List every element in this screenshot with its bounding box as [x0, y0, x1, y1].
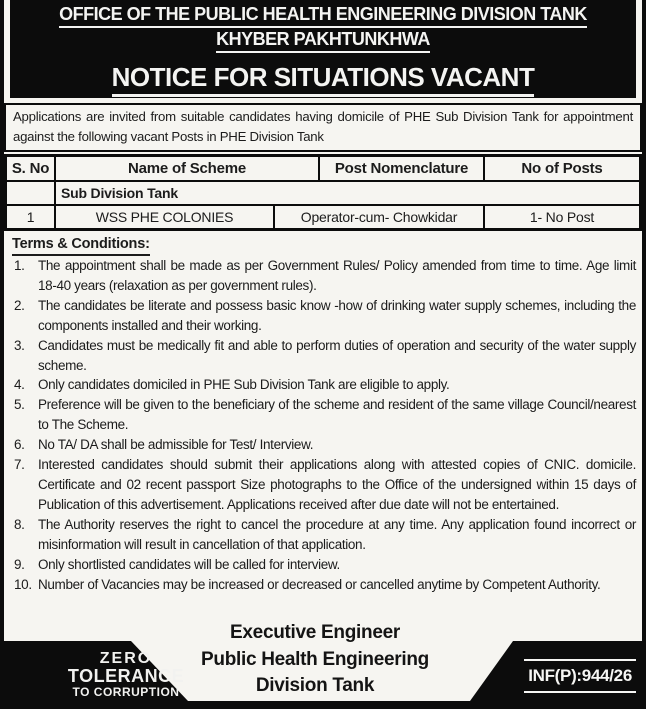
- term-number: 2.: [14, 297, 25, 313]
- terms-section: [4, 231, 642, 594]
- cell-scheme: WSS PHE COLONIES: [56, 206, 275, 228]
- term-item-10: [12, 575, 636, 595]
- terms-heading-text: Terms & Conditions:: [12, 234, 150, 256]
- advert-footer: [0, 620, 646, 709]
- notice-title: NOTICE FOR SITUATIONS VACANT: [112, 62, 535, 97]
- vacancy-table: [4, 154, 642, 231]
- cell-posts: 1- No Post: [529, 209, 595, 225]
- term-text: Only shortlisted candidates will be called for interview.: [38, 556, 340, 572]
- col-header-sno: S. No: [7, 157, 56, 180]
- term-text: Only candidates domiciled in PHE Sub Division Tank are eligible to apply.: [38, 377, 450, 393]
- term-item-1: [12, 256, 636, 296]
- term-number: 3.: [14, 337, 25, 353]
- intro-paragraph: Applications are invited from suitable candidates having domicile of PHE Sub Division Tank for appointment against the following vacant Posts in PHE Division Tank: [4, 103, 642, 152]
- office-title-line1: [10, 3, 636, 28]
- advert-header: [10, 0, 636, 98]
- signature-line-1: Executive Engineer: [230, 622, 400, 643]
- term-number: 4.: [14, 377, 25, 393]
- term-number: 1.: [14, 258, 25, 273]
- zero-badge-line2: TOLERANCE: [67, 666, 185, 686]
- cell-post: Operator-cum- Chowkidar: [275, 206, 485, 228]
- notice-banner: [10, 62, 636, 97]
- term-text: Number of Vacancies may be increased or decreased or cancelled anytime by Competent Authority.: [38, 576, 601, 592]
- term-number: 5.: [14, 397, 25, 413]
- term-item-4: [12, 375, 636, 395]
- term-number: 6.: [14, 437, 25, 453]
- vacancy-row: [7, 206, 639, 228]
- term-text: Preference will be given to the beneficiary of the scheme and resident of the same village Council/nearest to The Scheme.: [38, 397, 636, 433]
- office-title-line2-text: KHYBER PAKHTUNKHWA: [216, 28, 430, 53]
- group-row-empty-cell: [7, 182, 56, 204]
- office-title-line1-text: OFFICE OF THE PUBLIC HEALTH ENGINEERING DIVISION TANK: [59, 3, 587, 28]
- term-number: 7.: [14, 457, 25, 473]
- zero-tolerance-badge: [46, 651, 206, 699]
- term-item-8: [12, 515, 636, 555]
- zero-badge-line1: ZERO: [99, 650, 153, 667]
- scheme-group-row: [7, 182, 639, 206]
- term-text: The Authority reserves the right to cancel the procedure at any time. Any application found incorrect or misinformation will result in cancellation of that application.: [38, 516, 636, 552]
- terms-list: [12, 256, 636, 594]
- term-item-2: [12, 296, 636, 336]
- term-item-3: [12, 336, 636, 376]
- col-header-posts: No of Posts: [521, 160, 603, 177]
- term-text: No TA/ DA shall be admissible for Test/ Interview.: [38, 437, 314, 453]
- table-header-row: [7, 157, 639, 182]
- col-header-post: Post Nomenclature: [320, 157, 485, 180]
- term-text: Interested candidates should submit their applications along with attested copies of CNIC. domicile. Certificate and 02 recent passport Size photographs to the Office of the undersigned within 15 days of Publication of this advertisement. Applications received after due date will not be entertained.: [38, 457, 636, 512]
- col-header-scheme: Name of Scheme: [56, 157, 320, 180]
- term-text: Candidates must be medically fit and able to perform duties of operation and security of the water supply scheme.: [38, 337, 636, 373]
- term-text: The appointment shall be made as per Government Rules/ Policy amended from time to time. Age limit 18-40 years (relaxation as per government rules).: [38, 258, 636, 293]
- office-title-line2: [10, 28, 636, 53]
- cell-sno: 1: [7, 206, 56, 228]
- group-row-label: Sub Division Tank: [61, 185, 178, 201]
- term-item-9: [12, 555, 636, 575]
- inf-reference-number: INF(P):944/26: [524, 659, 636, 693]
- term-number: 8.: [14, 516, 25, 532]
- term-item-6: [12, 435, 636, 455]
- term-item-7: [12, 455, 636, 515]
- signature-line-2: Public Health Engineering: [201, 648, 429, 670]
- signature-line-3: Division Tank: [255, 675, 375, 696]
- signature-block: [201, 620, 429, 700]
- term-text: The candidates be literate and possess basic know -how of drinking water supply schemes, including the components installed and their working.: [38, 297, 636, 333]
- term-number: 9.: [14, 556, 25, 572]
- zero-badge-line3: TO CORRUPTION: [72, 685, 180, 699]
- term-item-5: [12, 395, 636, 435]
- term-number: 10.: [14, 576, 32, 592]
- terms-heading: [12, 234, 636, 256]
